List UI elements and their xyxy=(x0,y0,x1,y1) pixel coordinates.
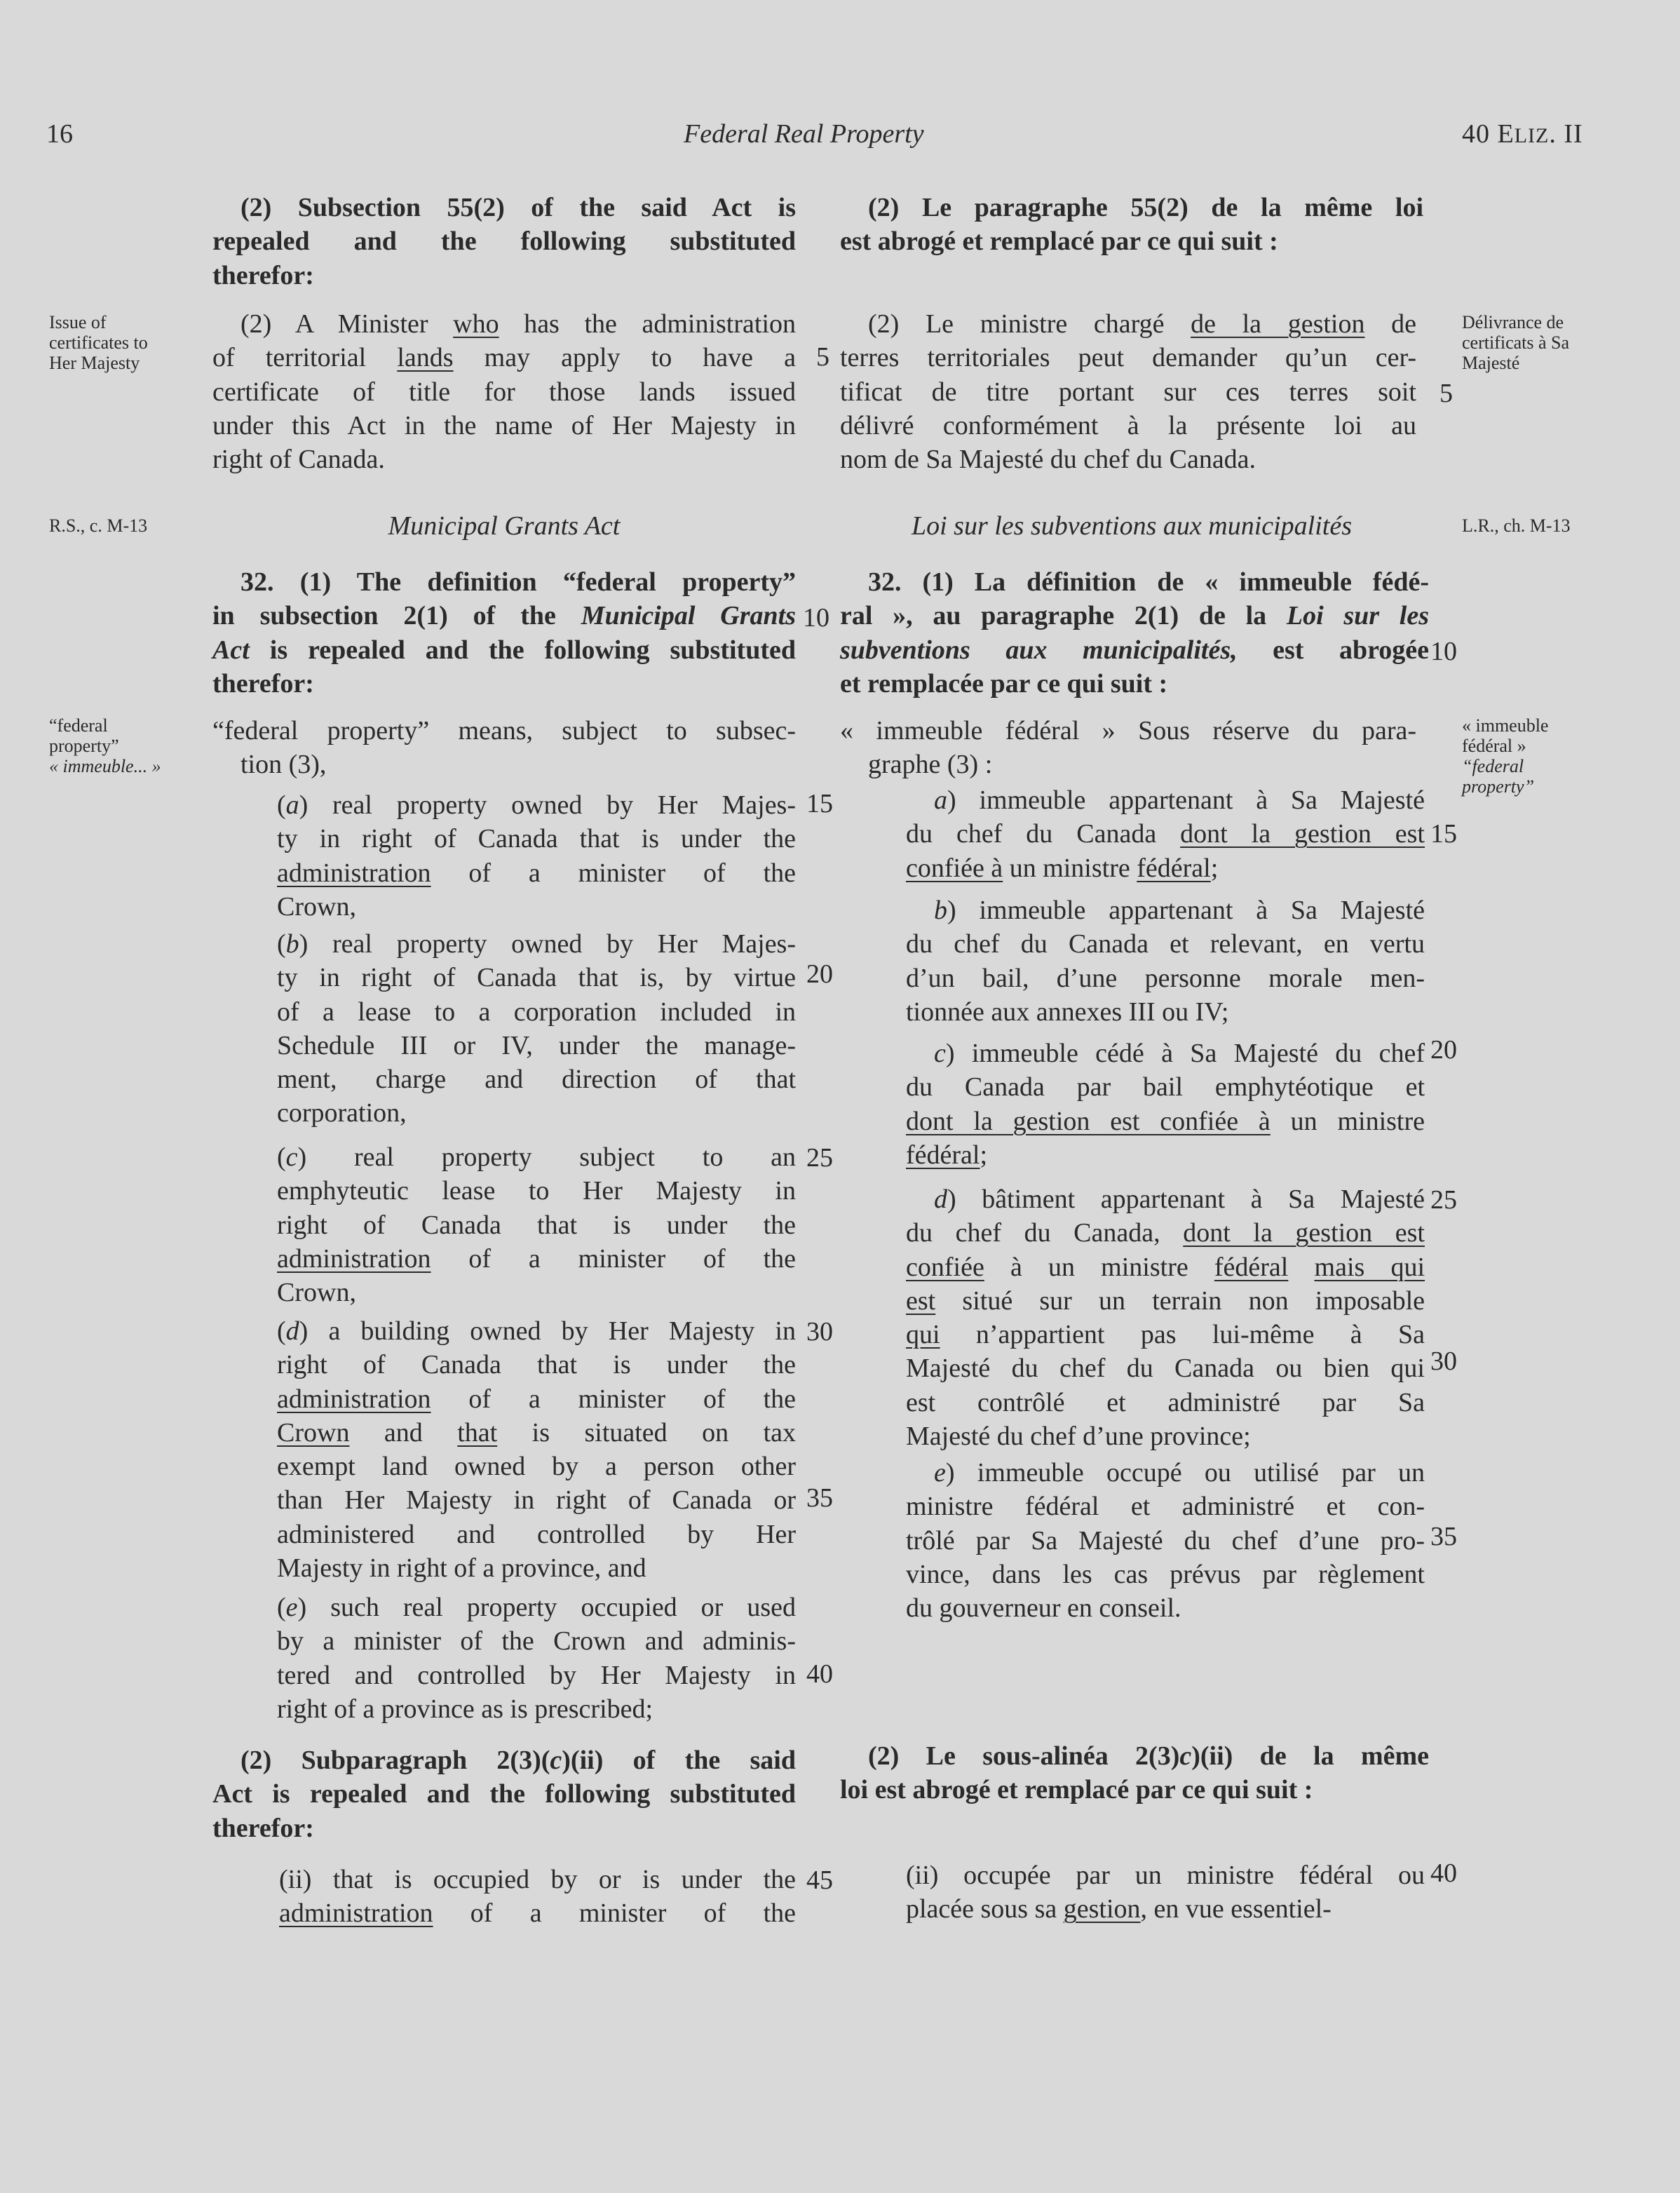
line-number: 15 xyxy=(806,789,833,818)
french-para-d xyxy=(906,1182,1425,1453)
margin-note-rs-en: R.S., c. M-13 xyxy=(49,515,148,536)
text-line: ministre fédéral et administré et con- xyxy=(906,1492,1425,1522)
text-line: est abrogé et remplacé par ce qui suit : xyxy=(840,227,1278,257)
text-line: trôlé par Sa Majesté du chef d’une pro- xyxy=(906,1525,1425,1556)
english-para-a xyxy=(277,788,796,924)
line-number: 15 xyxy=(1430,819,1457,849)
line-number: 5 xyxy=(816,342,829,372)
text-line: Crown, xyxy=(277,891,356,922)
text-line: administration of a minister of the xyxy=(277,858,796,888)
english-section-32 xyxy=(212,565,796,701)
french-subsection-2-subpara xyxy=(840,1739,1429,1807)
line-number: 10 xyxy=(1430,637,1457,666)
margin-note-issue-en: Issue of certificates to Her Majesty xyxy=(49,312,148,373)
text-line: Majesté du chef d’une province; xyxy=(906,1422,1251,1452)
text-line: tered and controlled by Her Majesty in xyxy=(277,1660,796,1690)
text-line: (b) real property owned by Her Majes- xyxy=(277,929,796,959)
line-number: 30 xyxy=(1430,1347,1457,1376)
text-line: (a) real property owned by Her Majes- xyxy=(277,790,796,820)
line-number: 20 xyxy=(806,959,833,989)
text-line: “federal property” means, subject to subsec- xyxy=(212,716,796,745)
text-line: therefor: xyxy=(212,260,314,290)
french-subsection-2 xyxy=(840,307,1416,476)
line-number: 45 xyxy=(806,1865,833,1895)
text-line: emphyteutic lease to Her Majesty in xyxy=(277,1176,796,1206)
text-line: tificat de titre portant sur ces terres soit xyxy=(840,377,1416,407)
text-line: placée sous sa gestion, en vue essentiel- xyxy=(906,1894,1332,1924)
margin-note-immeuble-fr: « immeuble fédéral » “federal property” xyxy=(1462,715,1549,797)
text-line: Majesty in right of a province, and xyxy=(277,1553,646,1584)
text-line: Majesté du chef du Canada ou bien qui xyxy=(906,1354,1425,1384)
text-line: corporation, xyxy=(277,1098,407,1128)
text-line: fédéral; xyxy=(906,1140,988,1170)
english-para-d xyxy=(277,1314,796,1585)
margin-note-federal-property-en: “federal property” « immeuble... » xyxy=(49,715,161,776)
text-line: (2) A Minister who has the administration xyxy=(241,309,796,339)
text-line: therefor: xyxy=(212,1813,314,1843)
english-act-heading: Municipal Grants Act xyxy=(388,511,621,541)
text-line: est contrôlé et administré par Sa xyxy=(906,1387,1425,1417)
french-para-c xyxy=(906,1037,1425,1172)
text-line: 32. (1) La définition de « immeuble fédé- xyxy=(868,567,1429,597)
text-line: repealed and the following substituted xyxy=(212,227,796,257)
text-line: qui n’appartient pas lui-même à Sa xyxy=(906,1320,1425,1350)
french-para-a xyxy=(906,783,1425,885)
french-subpara-ii xyxy=(906,1858,1425,1927)
french-column xyxy=(840,191,1423,259)
text-line: of a lease to a corporation included in xyxy=(277,997,796,1027)
text-line: du gouverneur en conseil. xyxy=(906,1593,1181,1624)
text-line: terres territoriales peut demander qu’un cer- xyxy=(840,343,1416,373)
text-line: ty in right of Canada that is, by virtue xyxy=(277,963,796,993)
text-line: du Canada par bail emphytéotique et xyxy=(906,1072,1425,1102)
text-line: tionnée aux annexes III ou IV; xyxy=(906,997,1229,1027)
text-line: ty in right of Canada that is under the xyxy=(277,824,796,854)
text-line: « immeuble fédéral » Sous réserve du para- xyxy=(840,716,1416,745)
session-label: 40 ELIZ. II xyxy=(1462,119,1583,149)
text-line: délivré conformément à la présente loi au xyxy=(840,410,1416,440)
text-line: administered and controlled by Her xyxy=(277,1519,796,1549)
page-number: 16 xyxy=(46,119,73,149)
line-number: 40 xyxy=(1430,1858,1457,1888)
english-para-e xyxy=(277,1591,796,1726)
text-line: of territorial lands may apply to have a xyxy=(212,343,796,373)
line-number: 25 xyxy=(1430,1185,1457,1215)
margin-note-issue-fr: Délivrance de certificats à Sa Majesté xyxy=(1462,312,1570,373)
text-line: et remplacée par ce qui suit : xyxy=(840,668,1168,699)
text-line: confiée à un ministre fédéral; xyxy=(906,853,1219,883)
text-line: administration of a minister of the xyxy=(277,1243,796,1274)
text-line: confiée à un ministre fédéral mais qui xyxy=(906,1252,1425,1282)
text-line: exempt land owned by a person other xyxy=(277,1452,796,1482)
french-para-e xyxy=(906,1456,1425,1625)
english-definition xyxy=(212,714,796,782)
english-subpara-ii xyxy=(279,1863,796,1931)
text-line: (2) Le paragraphe 55(2) de la même loi xyxy=(868,193,1423,222)
text-line: vince, dans les cas prévus par règlement xyxy=(906,1559,1425,1589)
text-line: a) immeuble appartenant à Sa Majesté xyxy=(934,785,1425,815)
text-line: du chef du Canada dont la gestion est xyxy=(906,819,1425,849)
text-line: d) bâtiment appartenant à Sa Majesté xyxy=(934,1185,1425,1214)
french-section-32 xyxy=(840,565,1429,701)
text-line: under this Act in the name of Her Majesty in xyxy=(212,410,796,440)
text-line: (ii) that is occupied by or is under the xyxy=(279,1865,796,1894)
text-line: e) immeuble occupé ou utilisé par un xyxy=(934,1458,1425,1487)
text-line: right of Canada. xyxy=(212,445,385,475)
line-number: 10 xyxy=(803,603,829,633)
text-line: (2) Le ministre chargé de la gestion de xyxy=(868,309,1417,339)
text-line: dont la gestion est confiée à un ministre xyxy=(906,1106,1425,1136)
text-line: graphe (3) : xyxy=(868,750,993,780)
text-line: tion (3), xyxy=(241,750,327,780)
line-number: 5 xyxy=(1439,379,1453,408)
text-line: ral », au paragraphe 2(1) de la Loi sur les xyxy=(840,601,1429,631)
running-title: Federal Real Property xyxy=(684,119,924,149)
french-act-heading: Loi sur les subventions aux municipalités xyxy=(911,511,1353,541)
line-number: 35 xyxy=(806,1483,833,1513)
text-line: du chef du Canada, dont la gestion est xyxy=(906,1218,1425,1248)
text-line: by a minister of the Crown and adminis- xyxy=(277,1626,796,1656)
english-column xyxy=(212,191,796,292)
text-line: loi est abrogé et remplacé par ce qui suit : xyxy=(840,1775,1313,1805)
text-line: (2) Subparagraph 2(3)(c)(ii) of the said xyxy=(241,1746,796,1775)
text-line: (2) Le sous-alinéa 2(3)c)(ii) de la même xyxy=(868,1741,1429,1771)
english-para-b xyxy=(277,927,796,1131)
text-line: (c) real property subject to an xyxy=(277,1142,796,1172)
text-line: Act is repealed and the following substituted xyxy=(212,635,796,665)
text-line: du chef du Canada et relevant, en vertu xyxy=(906,929,1425,959)
english-subsection-2 xyxy=(212,307,796,476)
text-line: Crown, xyxy=(277,1278,356,1308)
text-line: c) immeuble cédé à Sa Majesté du chef xyxy=(934,1039,1425,1068)
text-line: right of a province as is prescribed; xyxy=(277,1694,653,1724)
text-line: (e) such real property occupied or used xyxy=(277,1593,796,1622)
text-line: est situé sur un terrain non imposable xyxy=(906,1286,1425,1316)
text-line: nom de Sa Majesté du chef du Canada. xyxy=(840,445,1256,475)
text-line: certificate of title for those lands issued xyxy=(212,377,796,407)
text-line: right of Canada that is under the xyxy=(277,1350,796,1380)
text-line: in subsection 2(1) of the Municipal Grants xyxy=(212,601,796,631)
text-line: (2) Subsection 55(2) of the said Act is xyxy=(241,193,796,222)
text-line: (d) a building owned by Her Majesty in xyxy=(277,1316,796,1346)
text-line: d’un bail, d’une personne morale men- xyxy=(906,963,1425,993)
text-line: (ii) occupée par un ministre fédéral ou xyxy=(906,1861,1425,1890)
text-line: b) immeuble appartenant à Sa Majesté xyxy=(934,896,1425,925)
english-para-c xyxy=(277,1140,796,1309)
french-para-b xyxy=(906,893,1425,1029)
text-line: Act is repealed and the following substituted xyxy=(212,1779,796,1809)
line-number: 25 xyxy=(806,1143,833,1173)
line-number: 30 xyxy=(806,1317,833,1347)
text-line: Crown and that is situated on tax xyxy=(277,1417,796,1448)
margin-note-rs-fr: L.R., ch. M-13 xyxy=(1462,515,1571,536)
text-line: ment, charge and direction of that xyxy=(277,1065,796,1095)
line-number: 20 xyxy=(1430,1035,1457,1065)
text-line: administration of a minister of the xyxy=(279,1898,796,1929)
text-line: than Her Majesty in right of Canada or xyxy=(277,1485,796,1516)
text-line: administration of a minister of the xyxy=(277,1384,796,1414)
text-line: Schedule III or IV, under the manage- xyxy=(277,1030,796,1060)
text-line: right of Canada that is under the xyxy=(277,1210,796,1240)
english-subsection-2-subpara xyxy=(212,1743,796,1845)
text-line: 32. (1) The definition “federal property” xyxy=(241,567,796,597)
line-number: 35 xyxy=(1430,1522,1457,1551)
text-line: therefor: xyxy=(212,668,314,699)
french-definition xyxy=(840,714,1416,782)
line-number: 40 xyxy=(806,1659,833,1689)
text-line: subventions aux municipalités, est abrogée xyxy=(840,635,1430,665)
